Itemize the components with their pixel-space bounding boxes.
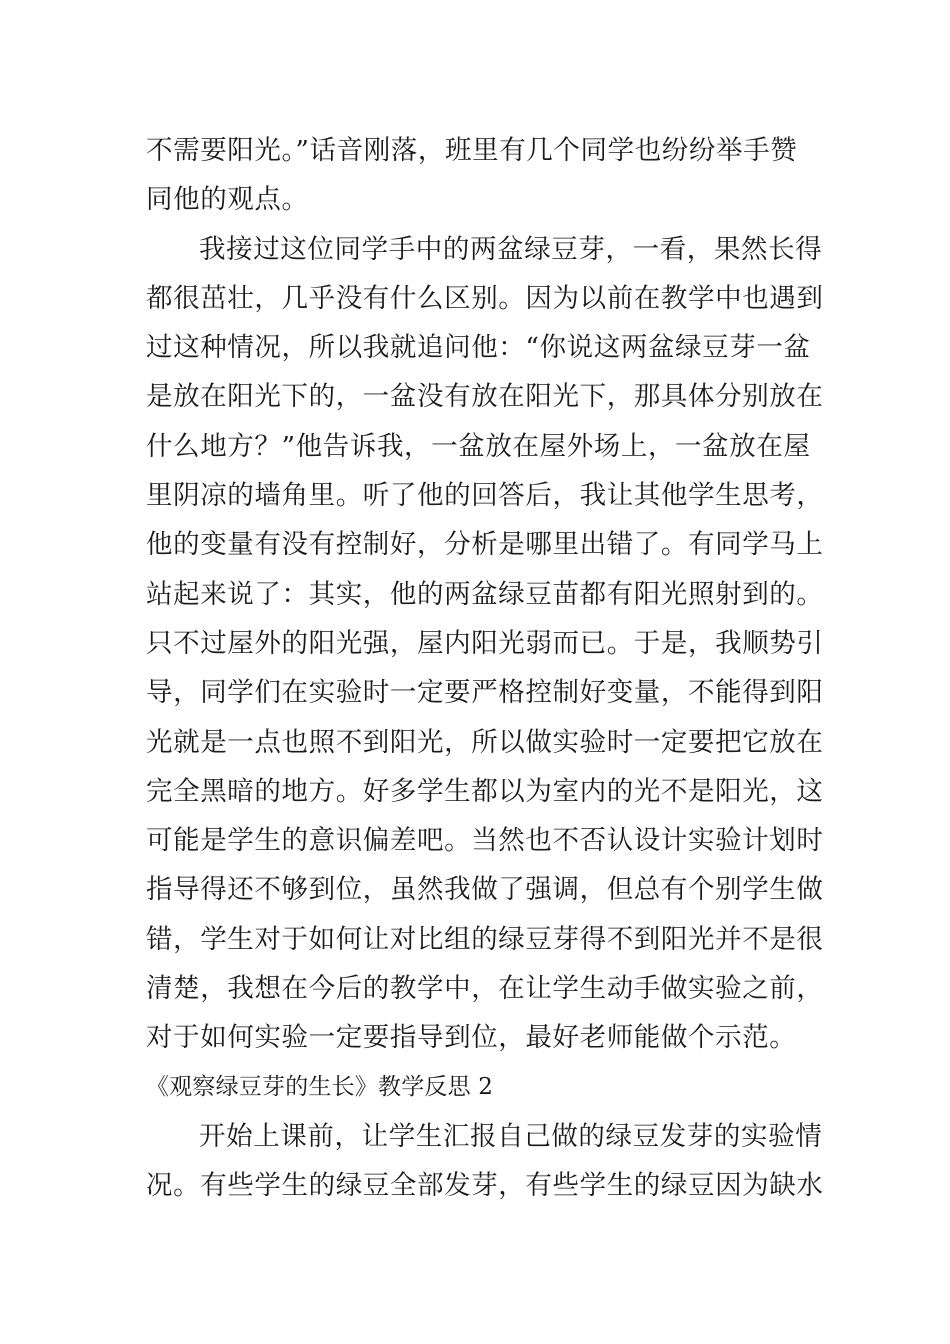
paragraph-start-line: 我接过这位同学手中的两盆绿豆芽，一看，果然长得	[199, 233, 823, 265]
section-heading: 《观察绿豆芽的生长》教学反思 2	[146, 1073, 494, 1100]
text-line: 对于如何实验一定要指导到位，最好老师能做个示范。	[146, 1022, 797, 1054]
text-line: 什么地方？”他告诉我，一盆放在屋外场上，一盆放在屋	[146, 430, 811, 462]
text-line: 指导得还不够到位，虽然我做了强调，但总有个别学生做	[146, 874, 824, 906]
text-line: 错，学生对于如何让对比组的绿豆芽得不到阳光并不是很	[146, 923, 824, 955]
text-line: 里阴凉的墙角里。听了他的回答后，我让其他学生思考，	[146, 480, 824, 512]
paragraph-start-line: 开始上课前，让学生汇报自己做的绿豆发芽的实验情	[199, 1120, 823, 1152]
text-line: 不需要阳光。”话音刚落，班里有几个同学也纷纷举手赞	[146, 135, 798, 166]
text-line: 他的变量有没有控制好，分析是哪里出错了。有同学马上	[146, 529, 824, 561]
text-line: 过这种情况，所以我就追问他：“你说这两盆绿豆芽一盆	[146, 332, 811, 364]
text-line: 都很茁壮，几乎没有什么区别。因为以前在教学中也遇到	[146, 282, 824, 314]
text-line: 只不过屋外的阳光强，屋内阳光弱而已。于是，我顺势引	[146, 627, 824, 659]
text-line: 是放在阳光下的，一盆没有放在阳光下，那具体分别放在	[146, 381, 824, 413]
text-line: 清楚，我想在今后的教学中，在让学生动手做实验之前，	[146, 973, 824, 1005]
text-line: 可能是学生的意识偏差吧。当然也不否认设计实验计划时	[146, 825, 824, 857]
text-line: 光就是一点也照不到阳光，所以做实验时一定要把它放在	[146, 726, 824, 758]
text-line: 同他的观点。	[146, 184, 309, 216]
text-line: 完全黑暗的地方。好多学生都以为室内的光不是阳光，这	[146, 775, 824, 807]
document-body	[146, 126, 824, 1211]
text-line: 导，同学们在实验时一定要严格控制好变量，不能得到阳	[146, 677, 824, 709]
text-line: 况。有些学生的绿豆全部发芽，有些学生的绿豆因为缺水	[146, 1170, 824, 1202]
text-line: 站起来说了：其实，他的两盆绿豆苗都有阳光照射到的。	[146, 578, 824, 610]
